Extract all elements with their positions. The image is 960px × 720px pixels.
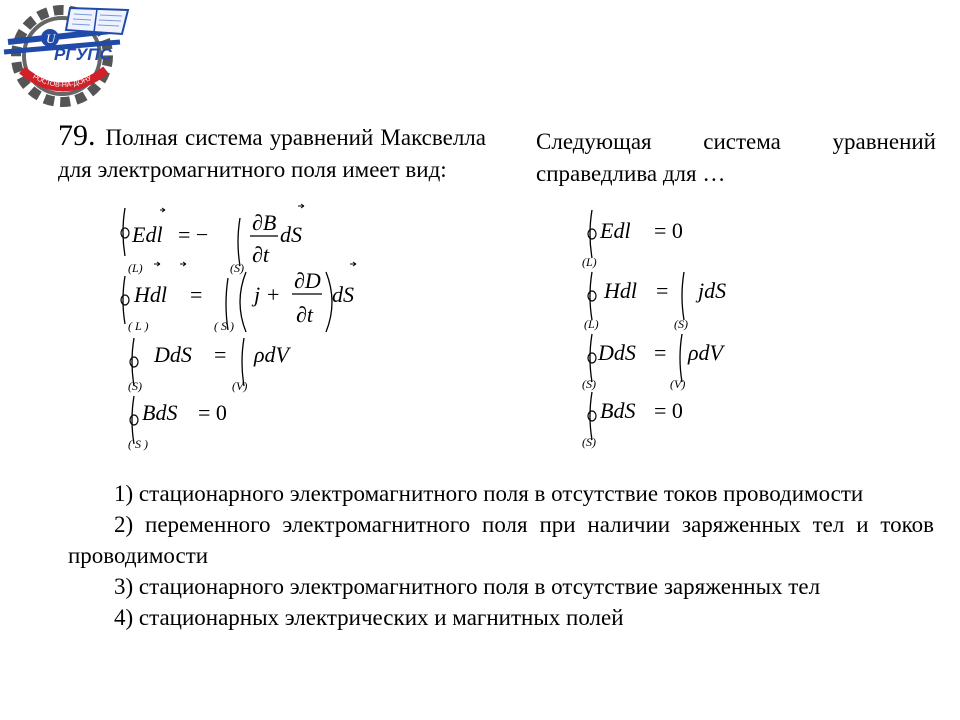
answer-option-2[interactable]: 2) переменного электромагнитного поля при наличии заряженных тел и токов проводимости bbox=[68, 512, 934, 568]
left-eq3-rhs: ρdV bbox=[254, 342, 289, 367]
university-logo bbox=[0, 0, 140, 108]
question-text: Полная система уравнений Максвелла для электромагнитного поля имеет вид: bbox=[58, 125, 486, 182]
left-eq3-lhs: DdS bbox=[154, 342, 192, 367]
left-eq1-den: ∂t bbox=[252, 242, 269, 267]
left-eq-4 bbox=[128, 396, 227, 451]
right-eq-3 bbox=[582, 334, 726, 391]
right-eq3-eq: = bbox=[654, 340, 667, 365]
left-eq1-sub2: (S) bbox=[230, 261, 244, 275]
right-equation-system bbox=[578, 206, 778, 456]
logo-letter: U bbox=[46, 31, 56, 46]
answer-option-1[interactable]: 1) стационарного электромагнитного поля в отсутствие токов проводимости bbox=[114, 481, 864, 506]
question-number: 79. bbox=[58, 119, 96, 152]
question-block bbox=[58, 120, 486, 186]
right-eq2-rhs: jdS bbox=[698, 278, 727, 303]
right-eq3-lhs: DdS bbox=[598, 340, 636, 365]
right-eq1-lhs: Edl bbox=[600, 218, 631, 243]
right-eq4-lhs: BdS bbox=[600, 398, 636, 423]
right-eq1-eq: = 0 bbox=[654, 218, 683, 243]
right-eq2-sub1: (L) bbox=[584, 317, 599, 331]
left-eq1-sub1: (L) bbox=[128, 261, 143, 275]
right-eq2-lhs: Hdl bbox=[604, 278, 637, 303]
left-eq2-tail: dS bbox=[332, 282, 354, 307]
logo-caption: РОСТОВ-НА-ДОНУ bbox=[31, 73, 94, 90]
right-eq4-sub1: (S) bbox=[582, 435, 596, 449]
left-eq2-num: ∂D bbox=[294, 268, 321, 293]
answer-option-4[interactable]: 4) стационарных электрических и магнитных полей bbox=[114, 605, 624, 630]
left-eq4-sub1: ( S ) bbox=[128, 437, 148, 451]
left-eq2-lhs: Hdl bbox=[134, 282, 167, 307]
left-eq-3 bbox=[128, 338, 292, 393]
left-eq2-sub1: ( L ) bbox=[128, 319, 149, 333]
left-eq1-lhs: Edl bbox=[132, 222, 163, 247]
answer-option-3[interactable]: 3) стационарного электромагнитного поля в отсутствие заряженных тел bbox=[114, 574, 821, 599]
left-eq4-eq: = 0 bbox=[198, 400, 227, 425]
left-eq3-sub1: (S) bbox=[128, 379, 142, 393]
left-eq2-den: ∂t bbox=[296, 302, 313, 327]
left-eq4-lhs: BdS bbox=[142, 400, 178, 425]
left-eq2-eq: = bbox=[190, 282, 203, 307]
logo-title: РГУПС bbox=[54, 45, 112, 64]
left-equation-system bbox=[118, 200, 418, 460]
right-eq-2 bbox=[584, 272, 726, 331]
right-eq3-sub1: (S) bbox=[582, 377, 596, 391]
left-eq3-eq: = bbox=[214, 342, 227, 367]
left-eq2-j: j + bbox=[254, 282, 281, 307]
right-eq2-sub2: (S) bbox=[674, 317, 688, 331]
right-eq2-eq: = bbox=[656, 278, 669, 303]
answer-options bbox=[68, 478, 934, 633]
left-eq1-tail: dS bbox=[280, 222, 302, 247]
left-eq3-sub2: (V) bbox=[232, 379, 248, 393]
right-eq-1 bbox=[582, 210, 683, 269]
left-eq-1 bbox=[121, 204, 304, 275]
left-eq1-eq: = − bbox=[178, 222, 209, 247]
left-eq2-sub2: ( S ) bbox=[214, 319, 234, 333]
right-eq-4 bbox=[582, 392, 683, 449]
right-eq3-sub2: (V) bbox=[670, 377, 686, 391]
right-eq1-sub1: (L) bbox=[582, 255, 597, 269]
right-eq4-eq: = 0 bbox=[654, 398, 683, 423]
right-intro: Следующая система уравнений справедлива для … bbox=[536, 129, 936, 186]
left-eq1-num: ∂B bbox=[252, 210, 277, 235]
book-icon bbox=[66, 8, 128, 34]
right-eq3-rhs: ρdV bbox=[688, 340, 723, 365]
